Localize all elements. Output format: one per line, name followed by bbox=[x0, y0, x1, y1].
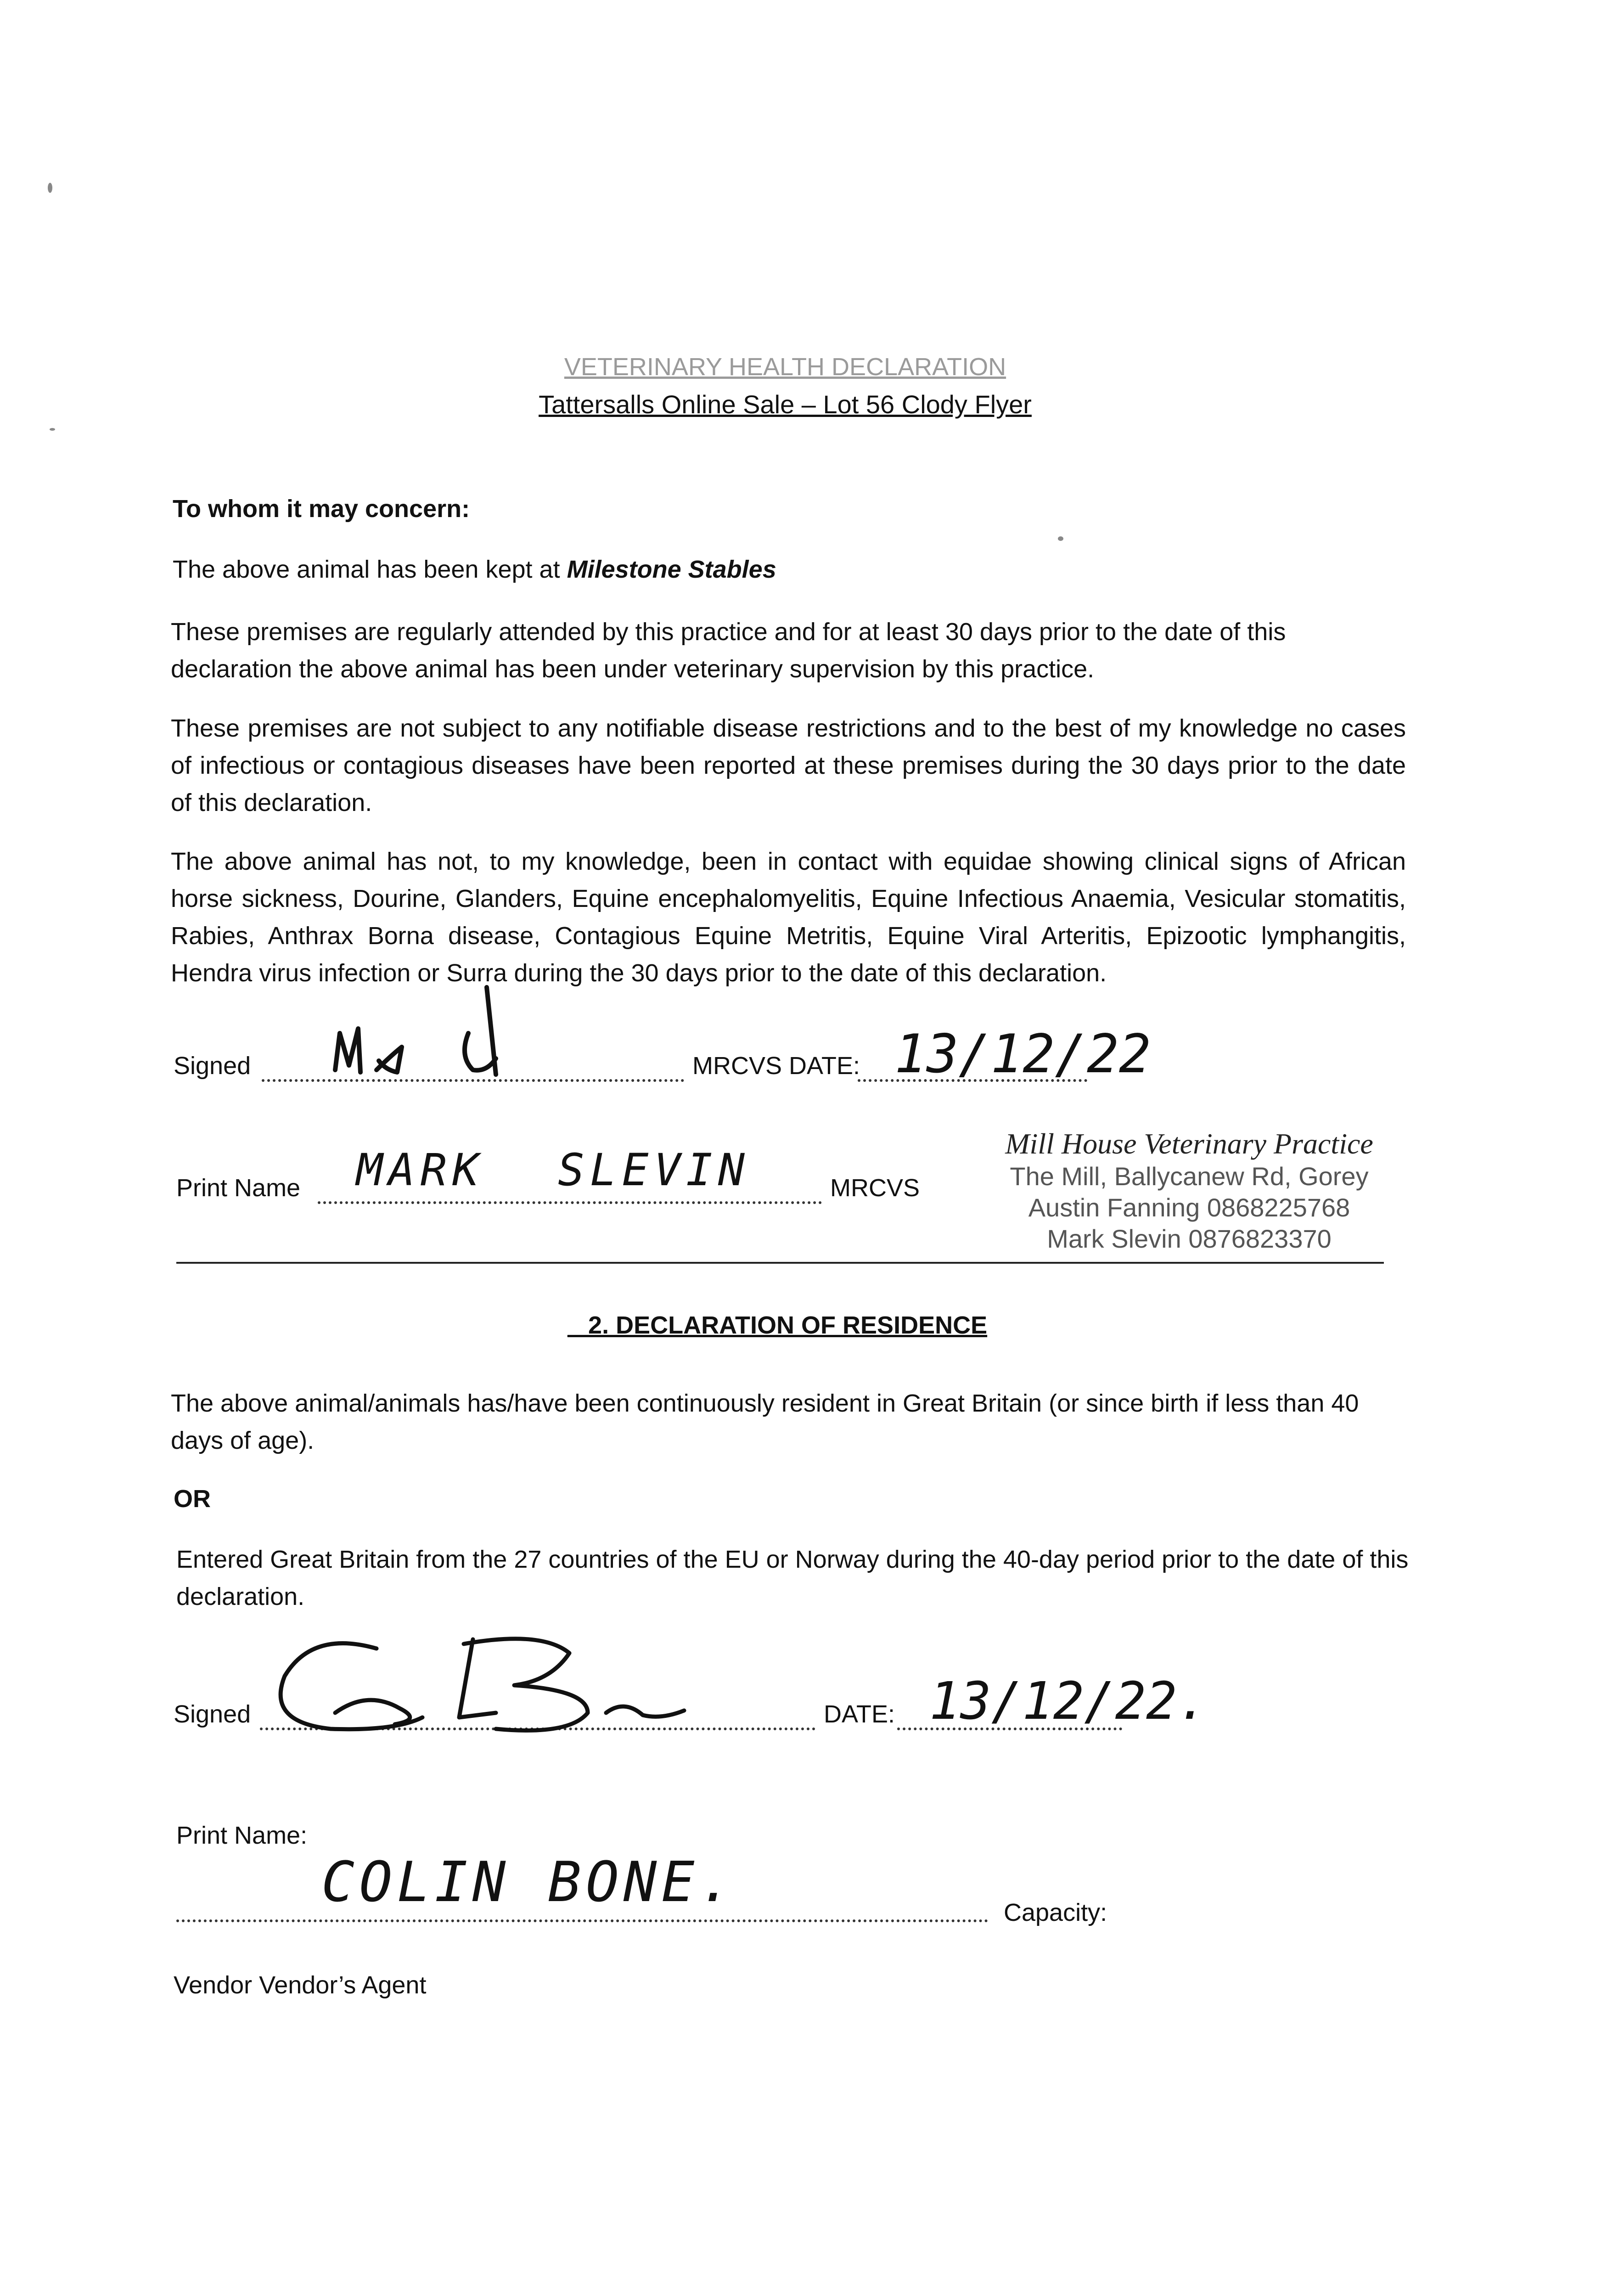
vendor-date-label: DATE: bbox=[824, 1700, 895, 1728]
para-resident: The above animal/animals has/have been continuously resident in Great Britain (or since birth if less than 40 days of age). bbox=[171, 1390, 1359, 1454]
vendor-print-name-label: Print Name: bbox=[176, 1822, 308, 1849]
salutation: To whom it may concern: bbox=[173, 495, 470, 523]
kept-at-location: Milestone Stables bbox=[567, 556, 776, 583]
document-subtitle: Tattersalls Online Sale – Lot 56 Clody Flyer bbox=[539, 390, 1032, 419]
scan-speck bbox=[1058, 536, 1063, 541]
stamp-practice-name: Mill House Veterinary Practice bbox=[1005, 1127, 1373, 1160]
vet-print-name-line[interactable] bbox=[318, 1201, 822, 1204]
scan-speck bbox=[50, 428, 55, 431]
vendor-capacity-options: Vendor Vendor’s Agent bbox=[174, 1971, 427, 1999]
vendor-print-name-value: COLIN BONE. bbox=[321, 1851, 737, 1914]
vet-signed-label: Signed bbox=[174, 1052, 251, 1080]
residence-heading: _ 2. DECLARATION OF RESIDENCE bbox=[568, 1311, 988, 1339]
vendor-signature bbox=[257, 1621, 716, 1750]
kept-at-prefix: The above animal has been kept at bbox=[173, 556, 560, 583]
vet-mrcvs-label: MRCVS bbox=[830, 1174, 920, 1202]
para-supervision: These premises are regularly attended by this practice and for at least 30 days prior to the date of this declaration the above animal has been under veterinary supervision by this practice. bbox=[171, 618, 1286, 683]
document-title: VETERINARY HEALTH DECLARATION bbox=[564, 353, 1006, 381]
stamp-contact-2: Mark Slevin 0876823370 bbox=[1047, 1224, 1332, 1253]
scan-speck bbox=[48, 183, 52, 193]
kept-at-line bbox=[173, 551, 776, 588]
vet-print-name-value: MARK SLEVIN bbox=[356, 1144, 750, 1196]
stamp-contact-1: Austin Fanning 0868225768 bbox=[1028, 1193, 1350, 1222]
vendor-signed-label: Signed bbox=[174, 1700, 251, 1728]
or-label: OR bbox=[174, 1485, 211, 1513]
para-restrictions: These premises are not subject to any notifiable disease restrictions and to the best of my knowledge no cases of infectious or contagious diseases have been reported at these premises during the 30 days prior to the date of this declaration. bbox=[171, 715, 1406, 816]
section-divider bbox=[176, 1262, 1384, 1264]
stamp-address: The Mill, Ballycanew Rd, Gorey bbox=[1010, 1162, 1369, 1191]
vendor-print-name-line[interactable] bbox=[176, 1919, 988, 1922]
capacity-label: Capacity: bbox=[1004, 1899, 1107, 1926]
vet-signature bbox=[321, 978, 560, 1084]
para-contact: The above animal has not, to my knowledge, been in contact with equidae showing clinical signs of African horse sickness, Dourine, Glanders, Equine encephalomyelitis, Equine Infectious Anaemia, Vesicular stomatitis, Rabies, Anthrax Borna disease, Contagious Equine Metritis, Equine Viral Arteritis, Epizootic lymphangitis, Hendra virus infection or Surra during the 30 days prior to the date of this declaration. bbox=[171, 848, 1406, 987]
mrcvs-date-label: MRCVS DATE: bbox=[692, 1052, 860, 1080]
vendor-signed-date: 13/12/22. bbox=[929, 1671, 1208, 1731]
practice-stamp bbox=[960, 1127, 1419, 1255]
vet-signed-date: 13/12/22 bbox=[894, 1023, 1151, 1085]
para-entered: Entered Great Britain from the 27 countries of the EU or Norway during the 40-day period prior to the date of this declaration. bbox=[176, 1546, 1409, 1610]
vet-print-name-label: Print Name bbox=[176, 1174, 301, 1202]
